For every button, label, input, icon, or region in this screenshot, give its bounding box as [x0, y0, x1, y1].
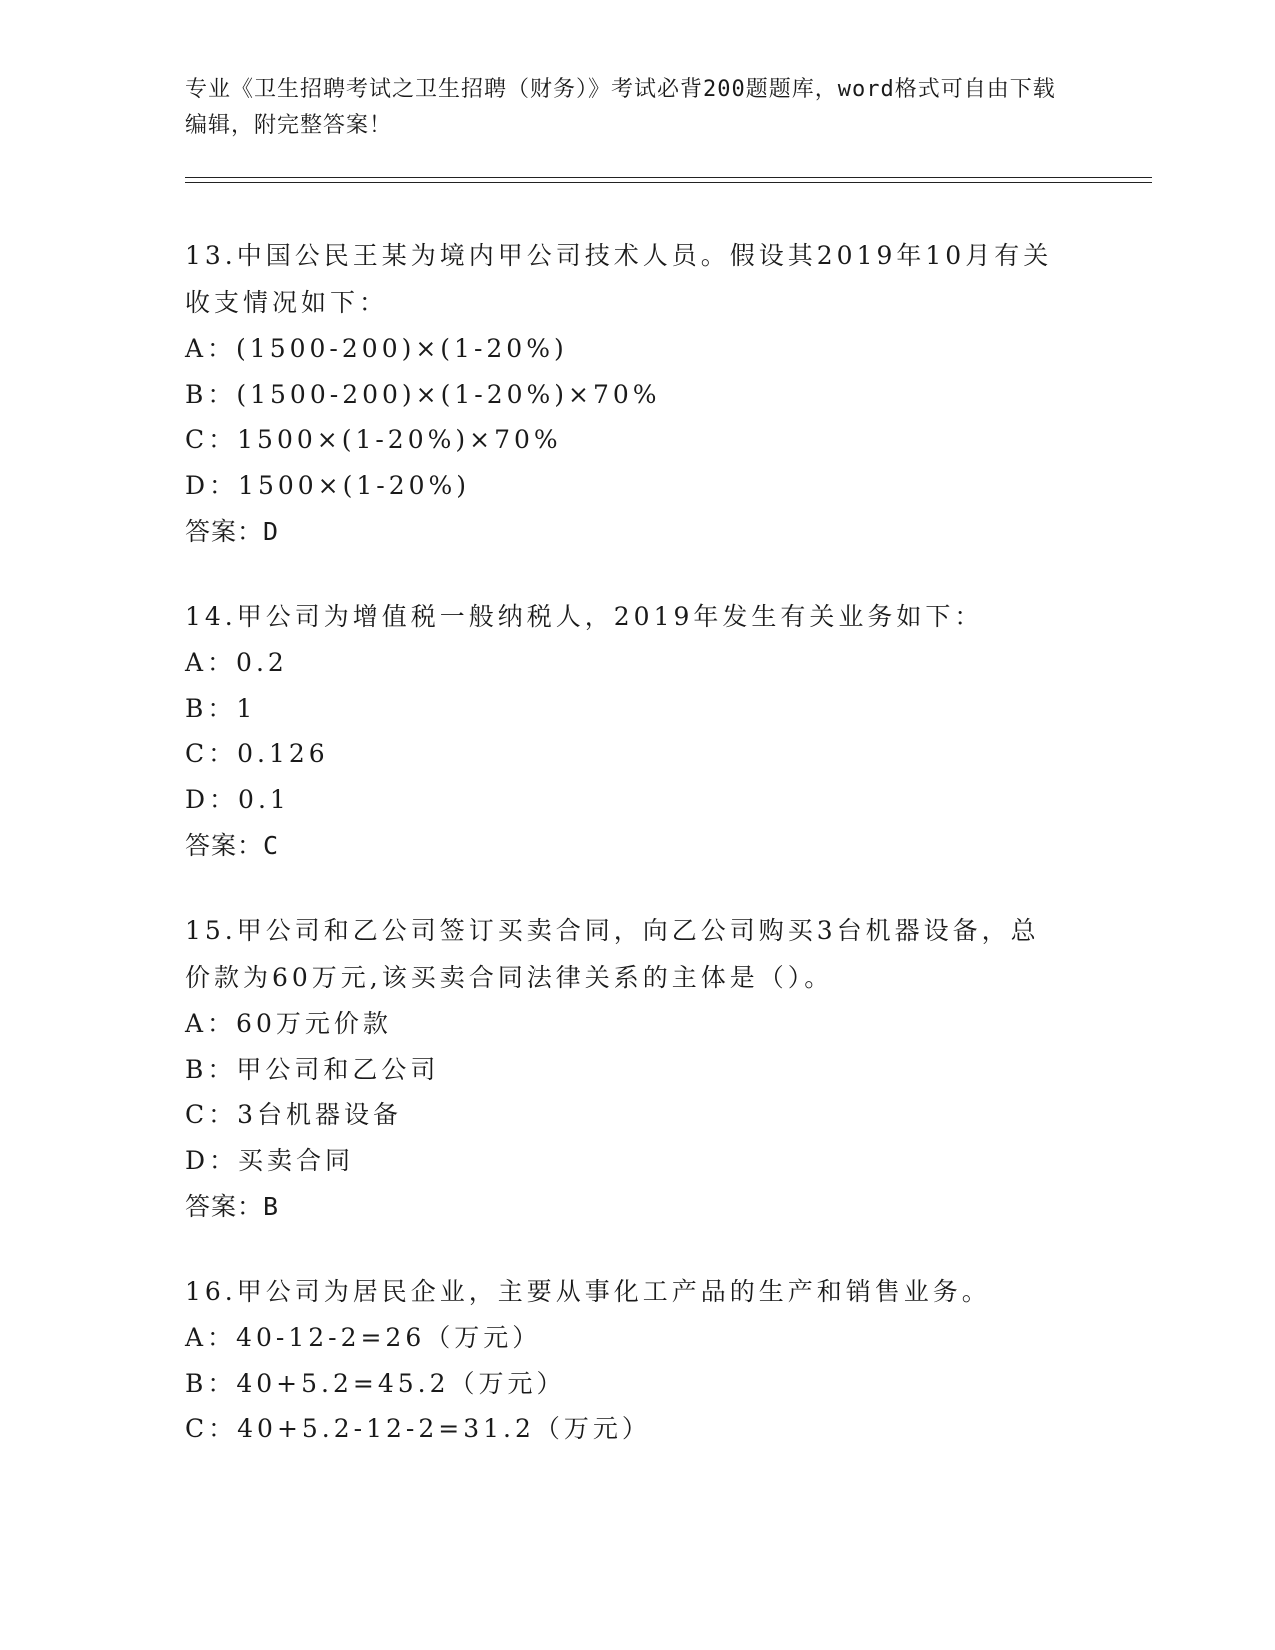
- option-b: B：40+5.2=45.2（万元）: [185, 1368, 566, 1398]
- option-d: D：买卖合同: [185, 1145, 355, 1175]
- question-16: [185, 1268, 1085, 1452]
- answer-line: 答案：B: [185, 1192, 280, 1221]
- question-13: [185, 232, 1085, 555]
- option-b: B：(1500-200)×(1-20%)×70%: [185, 379, 661, 409]
- option-c: C：0.126: [185, 739, 329, 768]
- question-stem: 15.甲公司和乙公司签订买卖合同，向乙公司购买3台机器设备，总价款为60万元,该买卖合同法律关系的主体是（）。: [185, 916, 1040, 992]
- option-b: B：甲公司和乙公司: [185, 1054, 440, 1084]
- option-d: D：0.1: [185, 784, 290, 814]
- question-stem: 13.中国公民王某为境内甲公司技术人员。假设其2019年10月有关收支情况如下：: [185, 241, 1053, 317]
- option-a: A：(1500-200)×(1-20%): [185, 334, 568, 363]
- header-divider-top: [185, 177, 1152, 178]
- option-c: C：3台机器设备: [185, 1100, 403, 1129]
- question-stem: 16.甲公司为居民企业，主要从事化工产品的生产和销售业务。: [185, 1277, 991, 1306]
- option-c: C：1500×(1-20%)×70%: [185, 425, 562, 454]
- answer-line: 答案：D: [185, 517, 280, 546]
- option-a: A：40-12-2=26（万元）: [185, 1323, 542, 1352]
- option-a: A：60万元价款: [185, 1009, 392, 1038]
- option-d: D：1500×(1-20%): [185, 470, 471, 500]
- document-header: 专业《卫生招聘考试之卫生招聘（财务）》考试必背200题题库，word格式可自由下载编辑，附完整答案！: [185, 77, 1056, 138]
- header-divider-bottom: [185, 182, 1152, 183]
- question-stem: 14.甲公司为增值税一般纳税人，2019年发生有关业务如下：: [185, 602, 984, 631]
- question-list: [185, 232, 1085, 1490]
- question-14: [185, 593, 1085, 869]
- question-15: [185, 907, 1085, 1230]
- option-c: C：40+5.2-12-2=31.2（万元）: [185, 1414, 651, 1443]
- option-a: A：0.2: [185, 648, 288, 677]
- option-b: B：1: [185, 693, 257, 723]
- answer-line: 答案：C: [185, 831, 280, 860]
